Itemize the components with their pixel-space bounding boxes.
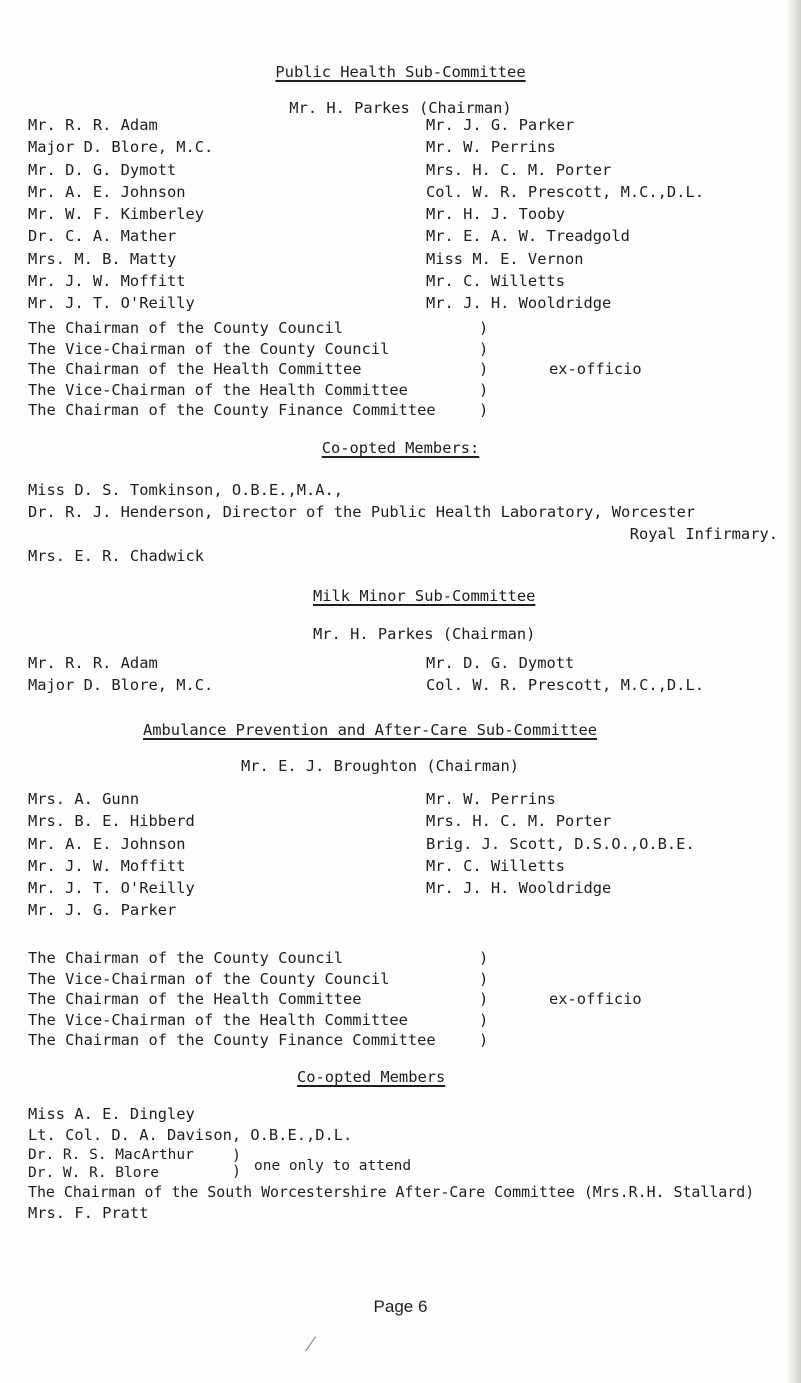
member-name: Miss M. E. Vernon	[426, 249, 584, 268]
coopted-member: Miss A. E. Dingley	[28, 1105, 195, 1123]
ex-officio-member: The Chairman of the Health Committee	[28, 360, 362, 378]
member-name: Mrs. H. C. M. Porter	[426, 812, 612, 831]
member-name: Mr. C. Willetts	[426, 856, 565, 875]
coopted-member: The Chairman of the South Worcestershire After-Care Committee (Mrs.R.H. Stallard)	[28, 1183, 755, 1201]
member-name: Dr. C. A. Mather	[28, 227, 177, 246]
member-name: Mrs. H. C. M. Porter	[426, 160, 612, 179]
member-name: Col. W. R. Prescott, M.C.,D.L.	[426, 676, 704, 695]
member-name: Mr. H. J. Tooby	[426, 205, 565, 224]
ex-officio-member: The Chairman of the County Council	[28, 319, 344, 337]
member-name: Mr. J. G. Parker	[426, 116, 575, 134]
member-name: Major D. Blore, M.C.	[28, 676, 214, 695]
coopted-member: Lt. Col. D. A. Davison, O.B.E.,D.L.	[28, 1126, 353, 1144]
member-name: Mr. J. T. O'Reilly	[28, 879, 195, 898]
members-left-column	[28, 114, 213, 315]
ambulance-right-column	[426, 788, 695, 899]
members-right-column	[426, 114, 704, 315]
member-name: Mr. J. W. Moffitt	[28, 272, 186, 291]
member-name: Brig. J. Scott, D.S.O.,O.B.E.	[426, 834, 695, 853]
member-name: Mr. J. T. O'Reilly	[28, 294, 195, 313]
member-name: Major D. Blore, M.C.	[28, 138, 214, 157]
ex-officio-member: The Chairman of the County Council	[28, 949, 344, 967]
member-name: Mr. J. H. Wooldridge	[426, 294, 612, 313]
ambulance-ex-officio-list	[28, 948, 436, 1051]
coopted-pair-note: one only to attend	[254, 1158, 412, 1174]
member-name: Mr. R. R. Adam	[28, 116, 158, 134]
ex-officio-member: The Vice-Chairman of the County Council	[28, 969, 390, 988]
milk-left-column	[28, 652, 213, 697]
section-title-ambulance: Ambulance Prevention and After-Care Sub-Committee	[143, 721, 598, 739]
scan-edge-shadow	[787, 0, 801, 1383]
ex-officio-member: The Vice-Chairman of the Health Committee	[28, 1010, 408, 1029]
member-name: Mr. J. G. Parker	[28, 901, 177, 920]
member-name: Mr. D. G. Dymott	[28, 160, 177, 179]
milk-right-column	[426, 652, 704, 697]
right-paren-brace: ) ) ) ) )	[479, 319, 489, 419]
member-name: Mr. W. Perrins	[426, 790, 556, 808]
member-name: Col. W. R. Prescott, M.C.,D.L.	[426, 182, 704, 201]
member-name: Mr. A. E. Johnson	[28, 182, 186, 201]
page-number: Page 6	[373, 1297, 428, 1316]
ex-officio-label: ex-officio	[549, 990, 642, 1008]
ex-officio-list	[28, 318, 436, 421]
section-chair-ambulance: Mr. E. J. Broughton (Chairman)	[241, 757, 519, 775]
member-name: Mr. R. R. Adam	[28, 654, 158, 672]
member-name: Mr. W. F. Kimberley	[28, 205, 205, 224]
member-name: Mr. D. G. Dymott	[426, 654, 575, 672]
section-chair-milk: Mr. H. Parkes (Chairman)	[313, 625, 536, 643]
coopted-member: Dr. R. S. MacArthur	[28, 1147, 194, 1163]
member-name: Mr. E. A. W. Treadgold	[426, 227, 630, 246]
member-name: Mr. J. H. Wooldridge	[426, 879, 612, 898]
coopted-member: Dr. R. J. Henderson, Director of the Public Health Laboratory, Worcester	[28, 503, 696, 521]
ex-officio-label: ex-officio	[549, 360, 642, 378]
member-name: Mrs. A. Gunn	[28, 790, 140, 808]
coopted-member-continued: Royal Infirmary.	[629, 525, 778, 543]
ex-officio-member: The Vice-Chairman of the County Council	[28, 339, 390, 358]
coopted-heading: Co-opted Members	[297, 1068, 446, 1086]
right-paren-brace: ) ) ) ) )	[479, 949, 489, 1049]
coopted-member: Mrs. F. Pratt	[28, 1204, 149, 1222]
section-title-milk: Milk Minor Sub-Committee	[313, 587, 536, 605]
coopted-heading: Co-opted Members:	[321, 439, 480, 457]
ex-officio-member: The Chairman of the County Finance Committee	[28, 1031, 436, 1049]
member-name: Mr. W. Perrins	[426, 138, 556, 157]
section-title-public-health: Public Health Sub-Committee	[275, 63, 526, 81]
ex-officio-member: The Chairman of the Health Committee	[28, 990, 362, 1008]
member-name: Mr. J. W. Moffitt	[28, 856, 186, 875]
ex-officio-member: The Chairman of the County Finance Committee	[28, 401, 436, 419]
ex-officio-member: The Vice-Chairman of the Health Committee	[28, 380, 408, 399]
section-chair-public-health: Mr. H. Parkes (Chairman)	[289, 99, 512, 117]
coopted-member: Miss D. S. Tomkinson, O.B.E.,M.A.,	[28, 481, 344, 499]
member-name: Mr. A. E. Johnson	[28, 834, 186, 853]
coopted-pair	[28, 1146, 194, 1182]
coopted-member: Mrs. E. R. Chadwick	[28, 547, 205, 565]
right-paren-brace: ) )	[232, 1146, 242, 1180]
member-name: Mrs. B. E. Hibberd	[28, 812, 195, 831]
member-name: Mr. C. Willetts	[426, 272, 565, 291]
coopted-member: Dr. W. R. Blore	[28, 1165, 159, 1181]
stray-pen-mark	[305, 1336, 316, 1351]
ambulance-left-column	[28, 788, 195, 922]
member-name: Mrs. M. B. Matty	[28, 249, 177, 268]
